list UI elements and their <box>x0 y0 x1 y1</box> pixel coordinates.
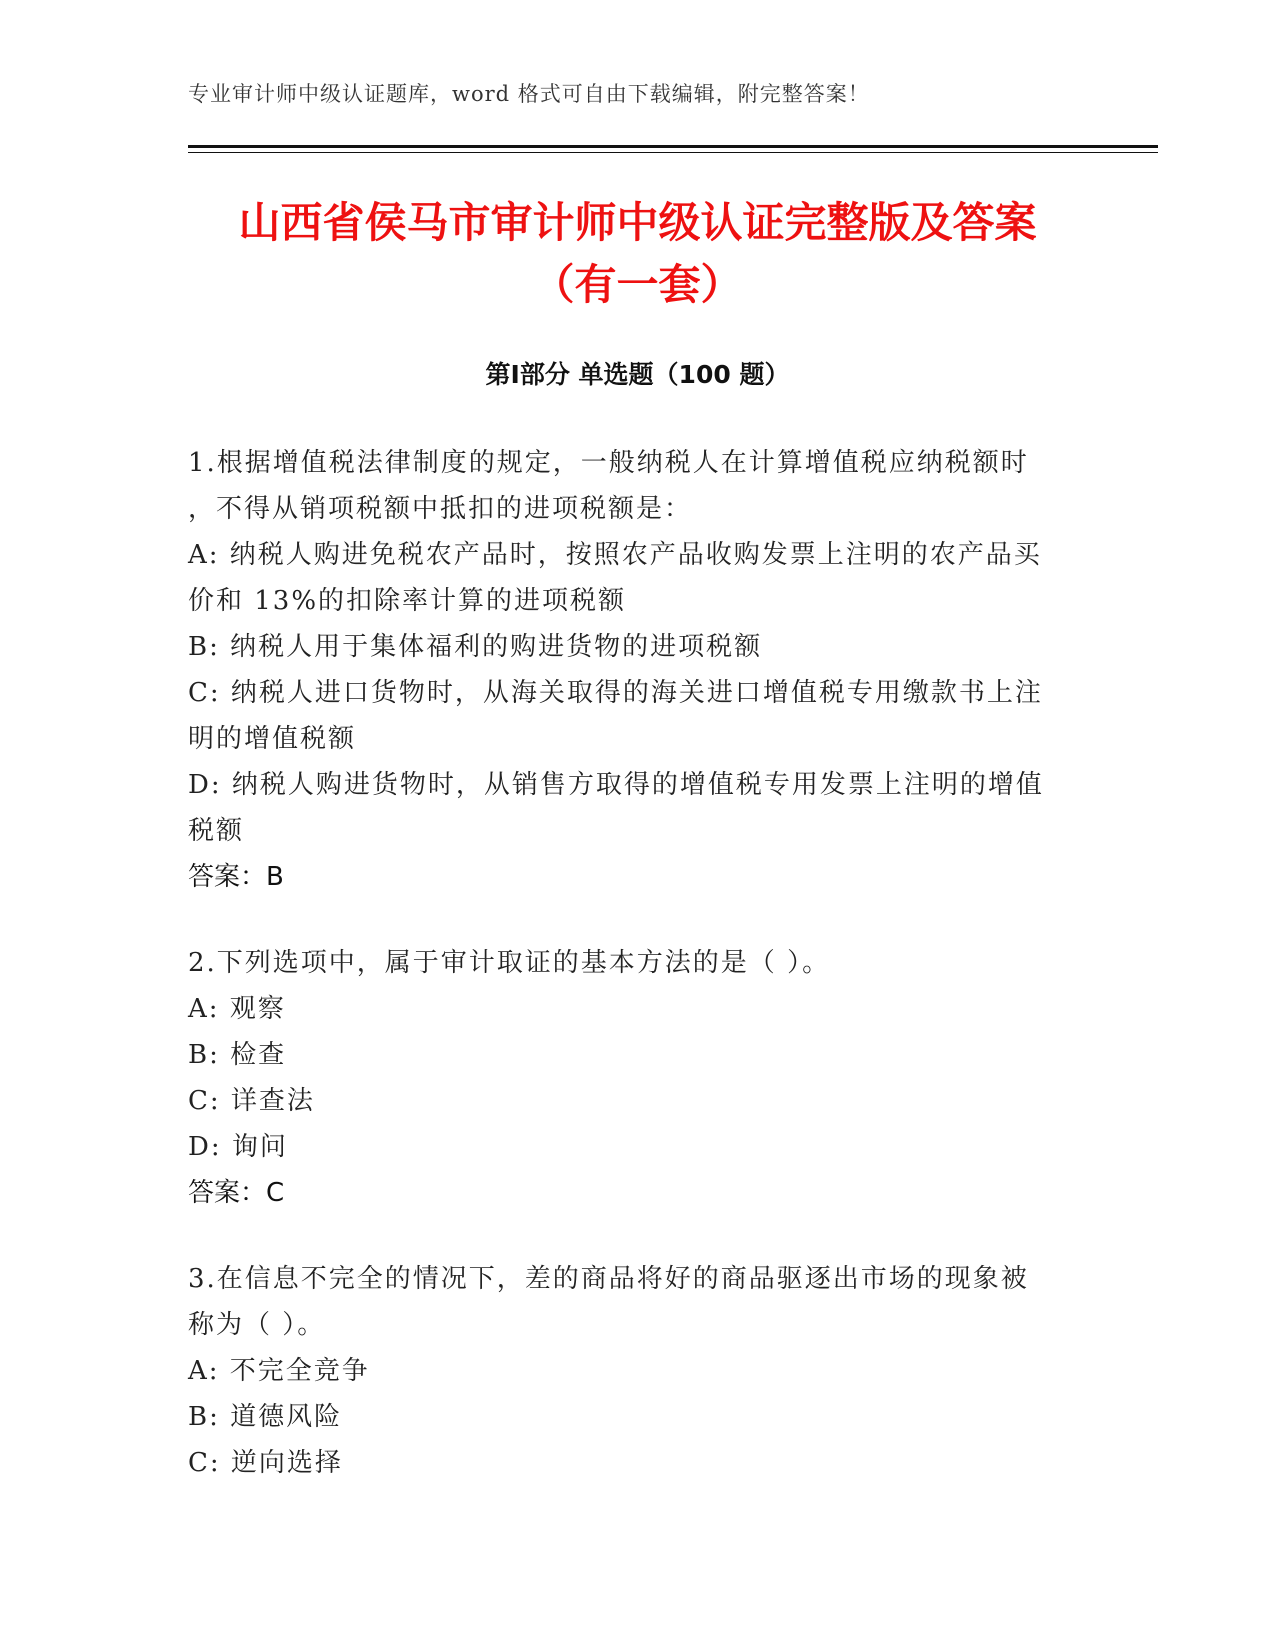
question-stem-line: 3.在信息不完全的情况下，差的商品将好的商品驱逐出市场的现象被 <box>188 1264 1029 1294</box>
option-c-continued: 明的增值税额 <box>188 724 357 754</box>
option-a: A: 纳税人购进免税农产品时，按照农产品收购发票上注明的农产品买 <box>188 540 1042 570</box>
question-list <box>188 440 1088 1526</box>
option-c: C: 详查法 <box>188 1086 315 1116</box>
option-b: B: 纳税人用于集体福利的购进货物的进项税额 <box>188 632 763 662</box>
question-1 <box>188 440 1088 900</box>
answer-label: 答案：C <box>188 1178 285 1208</box>
document-title <box>0 192 1275 316</box>
option-b: B: 检查 <box>188 1040 287 1070</box>
option-c: C: 逆向选择 <box>188 1448 343 1478</box>
option-a-continued: 价和 13%的扣除率计算的进项税额 <box>188 586 627 616</box>
option-d: D: 询问 <box>188 1132 288 1162</box>
option-d-continued: 税额 <box>188 816 245 846</box>
option-b: B: 道德风险 <box>188 1402 343 1432</box>
document-title-line-1: 山西省侯马市审计师中级认证完整版及答案 <box>238 198 1037 247</box>
option-a: A: 不完全竞争 <box>188 1356 370 1386</box>
question-stem-line: 2.下列选项中，属于审计取证的基本方法的是（ ）。 <box>188 948 831 978</box>
answer-label: 答案：B <box>188 862 284 892</box>
header-rule-thick <box>188 145 1158 148</box>
question-stem-line: ，不得从销项税额中抵扣的进项税额是： <box>188 494 693 524</box>
question-3 <box>188 1256 1088 1486</box>
option-d: D: 纳税人购进货物时，从销售方取得的增值税专用发票上注明的增值 <box>188 770 1044 800</box>
option-a: A: 观察 <box>188 994 286 1024</box>
question-stem-line: 1.根据增值税法律制度的规定，一般纳税人在计算增值税应纳税额时 <box>188 448 1029 478</box>
document-title-line-2: （有一套） <box>532 260 743 309</box>
question-2 <box>188 940 1088 1216</box>
section-title: 第Ⅰ部分 单选题（100 题） <box>485 360 790 389</box>
option-c: C: 纳税人进口货物时，从海关取得的海关进口增值税专用缴款书上注 <box>188 678 1043 708</box>
header-note: 专业审计师中级认证题库，word 格式可自由下载编辑，附完整答案！ <box>188 82 870 106</box>
header-rule-thin <box>188 152 1158 153</box>
question-stem-line: 称为（ ）。 <box>188 1310 326 1340</box>
